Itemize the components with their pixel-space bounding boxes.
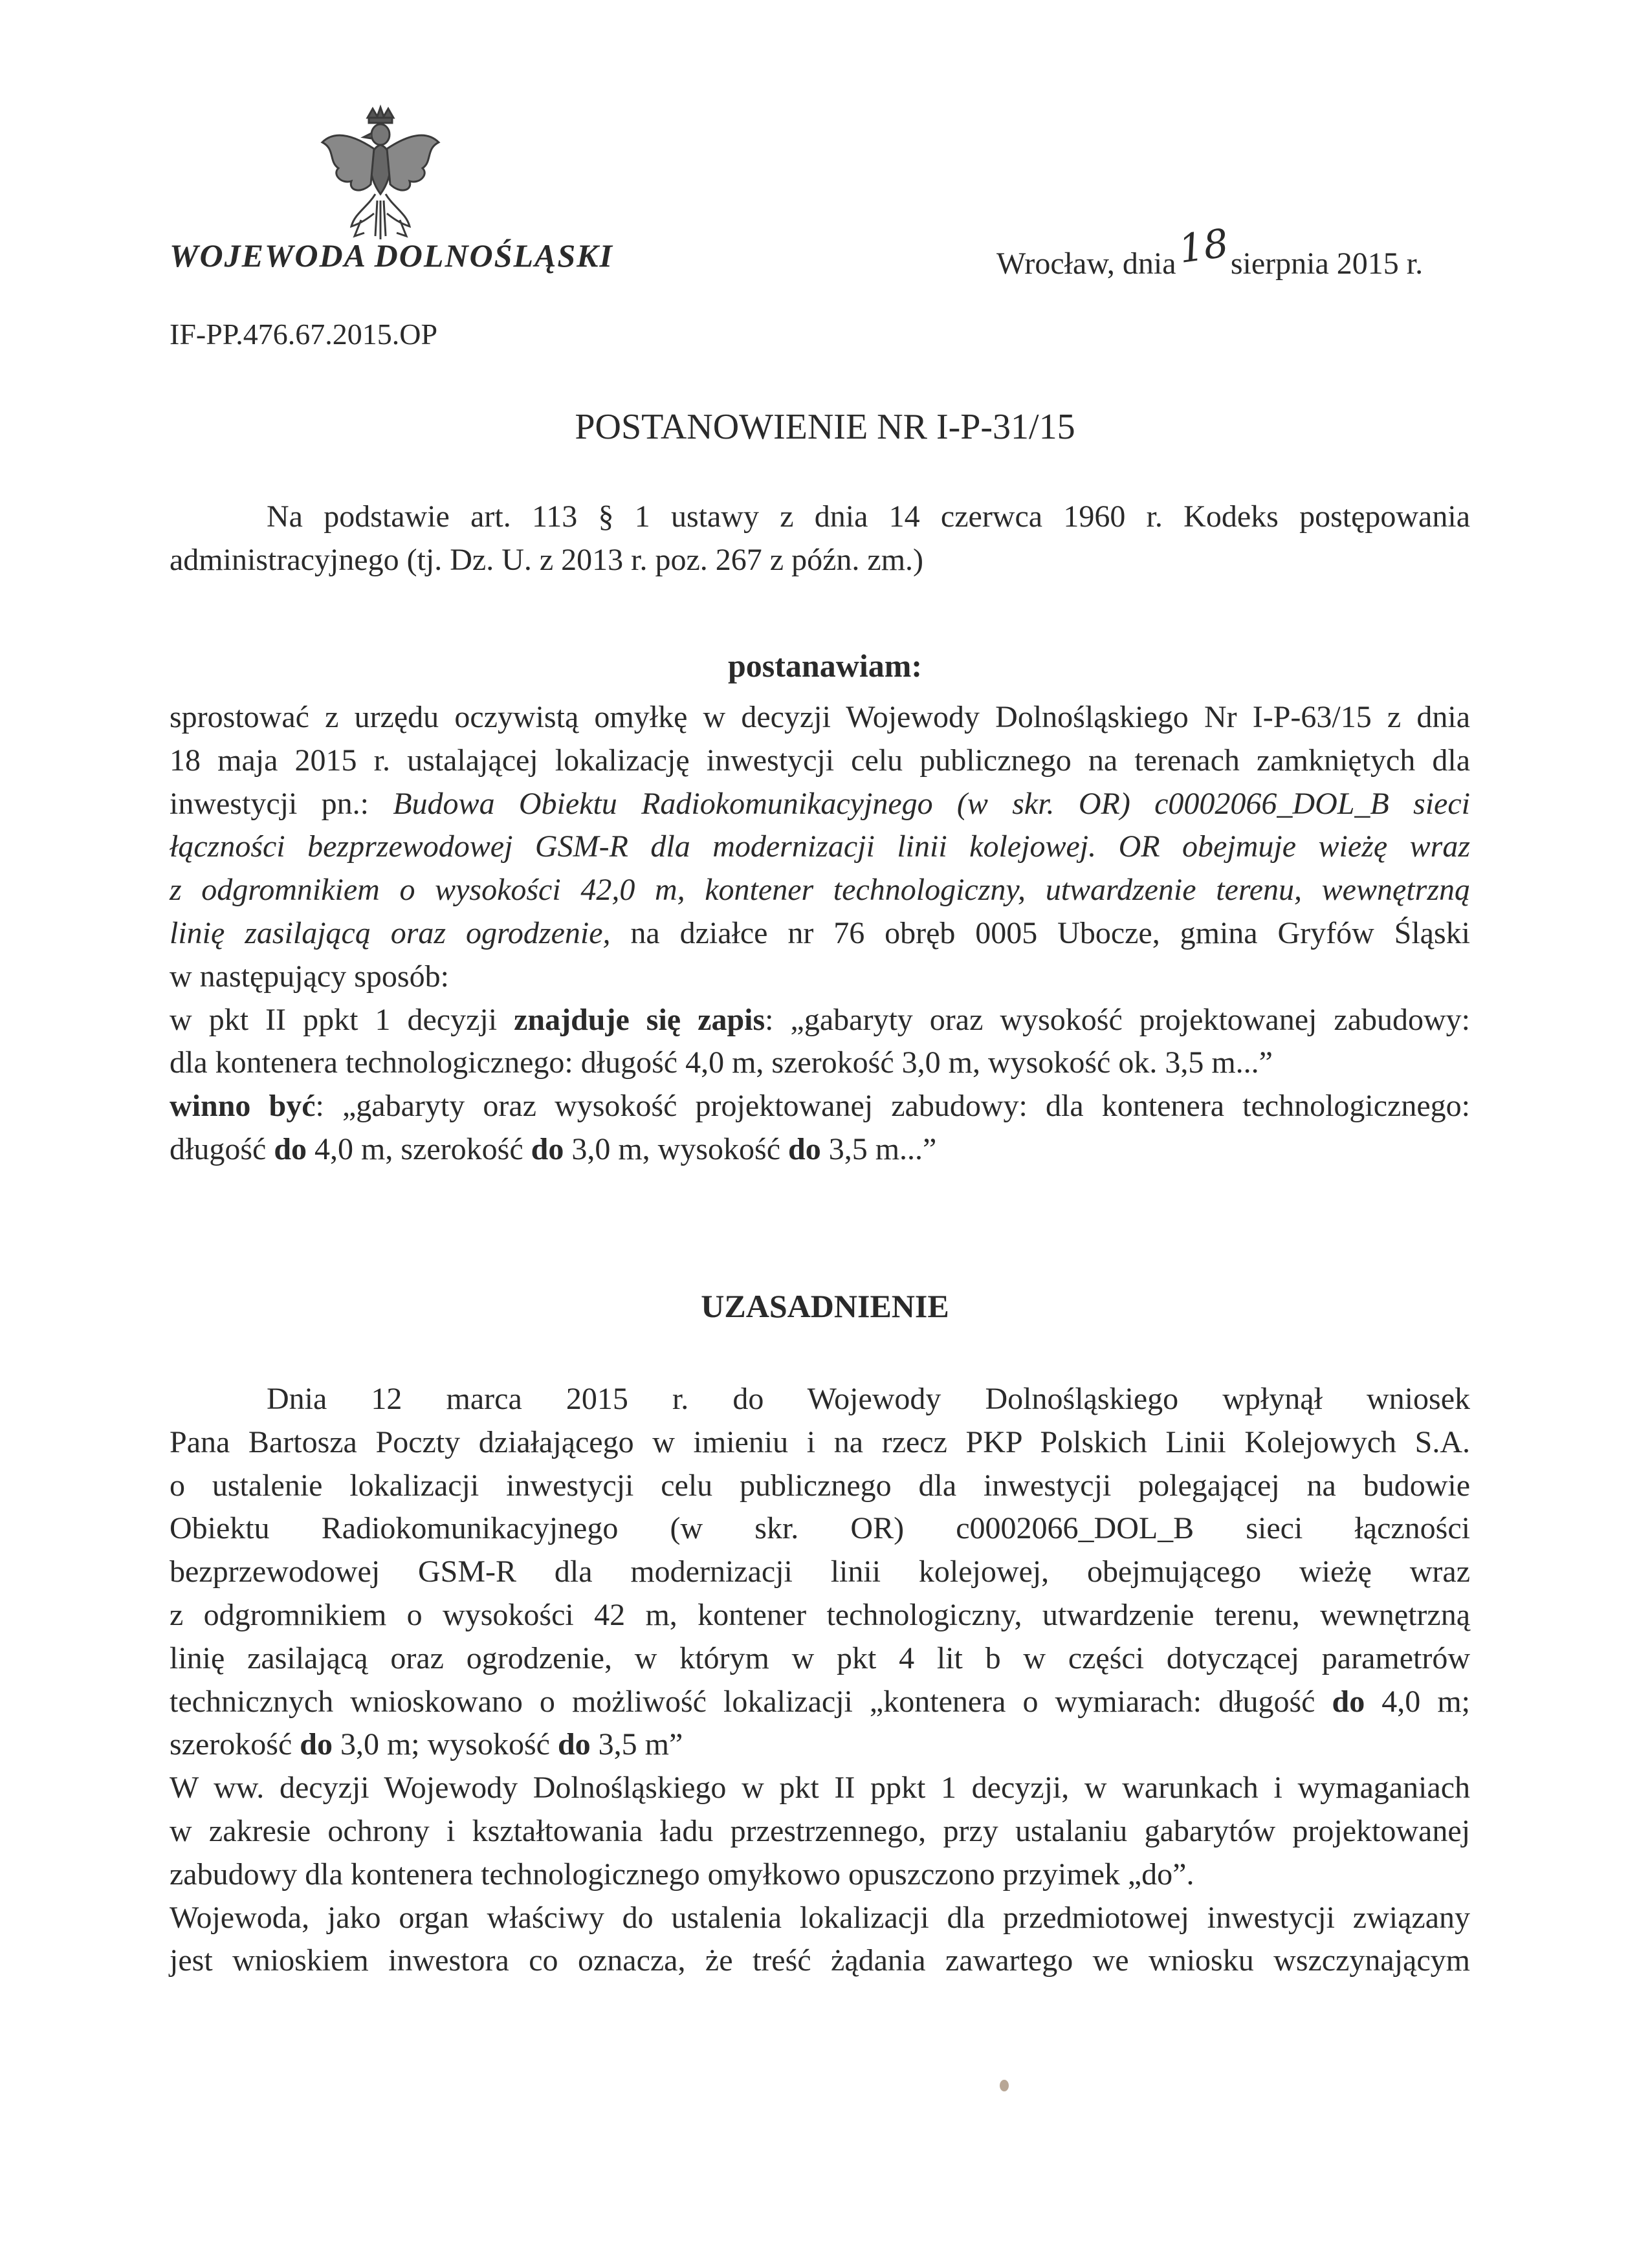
date-suffix: sierpnia 2015 r. <box>1230 246 1424 281</box>
decision-heading: postanawiam: <box>727 648 923 684</box>
justification-line <box>170 1723 1470 1767</box>
text-run: : „gabaryty oraz wysokość projektowanej zabudowy: dla kontenera technologicznego: <box>315 1089 1471 1124</box>
decision-line: sprostować z urzędu oczywistą omyłkę w decyzji Wojewody Dolnośląskiego Nr I-P-63/15 z dnia <box>170 700 1470 734</box>
justification-heading: UZASADNIENIE <box>701 1288 949 1324</box>
text-run: 3,0 m, wysokość <box>564 1131 788 1166</box>
justification-line: Obiektu Radiokomunikacyjnego (w skr. OR) c0002066_DOL_B sieci łączności <box>170 1511 1470 1546</box>
text-run: 4,0 m, szerokość <box>307 1131 531 1166</box>
bold-word: do <box>531 1131 564 1166</box>
text-run: szerokość <box>170 1727 300 1762</box>
decision-line <box>170 999 1470 1042</box>
investment-name-italic: łączności bezprzewodowej GSM-R dla modernizacji linii kolejowej. OR obejmuje wieżę wraz <box>170 829 1470 864</box>
justification-body <box>170 1378 1470 1983</box>
decision-line <box>170 912 1470 955</box>
justification-line: o ustalenie lokalizacji inwestycji celu publicznego dla inwestycji polegającej na budowie <box>170 1468 1470 1503</box>
justification-line: Pana Bartosza Poczty działającego w imieniu i na rzecz PKP Polskich Linii Kolejowych S.A. <box>170 1424 1470 1459</box>
text-run: 3,0 m; wysokość <box>332 1727 558 1762</box>
legal-basis <box>170 496 1470 582</box>
bold-phrase: winno być <box>170 1089 316 1124</box>
decision-body <box>170 696 1470 1172</box>
bold-word: do <box>274 1131 307 1166</box>
bold-word: do <box>1332 1684 1365 1719</box>
text-run: 3,5 m...” <box>820 1131 937 1166</box>
text-run: inwestycji pn.: <box>170 786 393 821</box>
text-run: w pkt II ppkt 1 decyzji <box>170 1002 514 1037</box>
investment-name-italic: linię zasilającą oraz ogrodzenie, <box>170 915 611 950</box>
bold-word: do <box>788 1131 821 1166</box>
justification-line: zabudowy dla kontenera technologicznego omyłkowo opuszczono przyimek „do”. <box>170 1857 1194 1892</box>
justification-line: w zakresie ochrony i kształtowania ładu przestrzennego, przy ustalaniu gabarytów projektowanej <box>170 1813 1470 1848</box>
bold-word: do <box>557 1727 591 1762</box>
text-run: długość <box>170 1131 274 1166</box>
decision-line <box>170 1128 1470 1172</box>
justification-line <box>170 1681 1470 1724</box>
investment-name-italic: z odgromnikiem o wysokości 42,0 m, kontener technologiczny, utwardzenie terenu, wewnętrzną <box>170 873 1470 908</box>
justification-line: linię zasilającą oraz ogrodzenie, w którym w pkt 4 lit b w części dotyczącej parametrów <box>170 1641 1470 1675</box>
decision-line <box>170 1085 1470 1128</box>
justification-line: Dnia 12 marca 2015 r. do Wojewody Dolnośląskiego wpłynął wniosek <box>267 1382 1470 1416</box>
decision-line: dla kontenera technologicznego: długość 4,0 m, szerokość 3,0 m, wysokość ok. 3,5 m...” <box>170 1045 1273 1080</box>
justification-line: jest wnioskiem inwestora co oznacza, że treść żądania zawartego we wniosku wszczynającym <box>170 1943 1470 1978</box>
document-title: POSTANOWIENIE NR I-P-31/15 <box>575 407 1075 447</box>
text-run: 3,5 m” <box>590 1727 683 1762</box>
decision-line: 18 maja 2015 r. ustalającej lokalizację inwestycji celu publicznego na terenach zamkniętych dla <box>170 743 1470 778</box>
polish-eagle-emblem <box>316 104 445 246</box>
justification-line: W ww. decyzji Wojewody Dolnośląskiego w pkt II ppkt 1 decyzji, w warunkach i wymaganiach <box>170 1771 1470 1805</box>
decision-line <box>170 783 1470 826</box>
decision-line <box>170 825 1470 869</box>
date-prefix: Wrocław, dnia <box>996 246 1176 281</box>
decision-line <box>170 869 1470 912</box>
bold-phrase: znajduje się zapis <box>514 1002 765 1037</box>
legal-basis-line: administracyjnego (tj. Dz. U. z 2013 r. poz. 267 z późn. zm.) <box>170 542 924 577</box>
scan-speck <box>1000 2080 1009 2091</box>
issuing-authority: WOJEWODA DOLNOŚLĄSKI <box>170 237 613 274</box>
place-and-date <box>996 221 1424 283</box>
text-run: na działce nr 76 obręb 0005 Ubocze, gmina Gryfów Śląski <box>610 915 1470 950</box>
case-reference: IF-PP.476.67.2015.OP <box>170 318 438 351</box>
justification-line: z odgromnikiem o wysokości 42 m, kontener technologiczny, utwardzenie terenu, wewnętrzną <box>170 1597 1470 1632</box>
justification-line: bezprzewodowej GSM-R dla modernizacji linii kolejowej, obejmującego wieżę wraz <box>170 1554 1470 1589</box>
text-run: : „gabaryty oraz wysokość projektowanej zabudowy: <box>765 1002 1471 1037</box>
text-run: technicznych wnioskowano o możliwość lokalizacji „kontenera o wymiarach: długość <box>170 1684 1332 1719</box>
justification-line: Wojewoda, jako organ właściwy do ustalenia lokalizacji dla przedmiotowej inwestycji związany <box>170 1900 1470 1935</box>
investment-name-italic: Budowa Obiektu Radiokomunikacyjnego (w skr. OR) c0002066_DOL_B sieci <box>393 786 1471 821</box>
text-run: 4,0 m; <box>1365 1684 1470 1719</box>
legal-basis-line: Na podstawie art. 113 § 1 ustawy z dnia 14 czerwca 1960 r. Kodeks postępowania <box>267 499 1470 534</box>
decision-line: w następujący sposób: <box>170 959 449 994</box>
handwritten-day: 18 <box>1176 221 1231 272</box>
bold-word: do <box>300 1727 333 1762</box>
